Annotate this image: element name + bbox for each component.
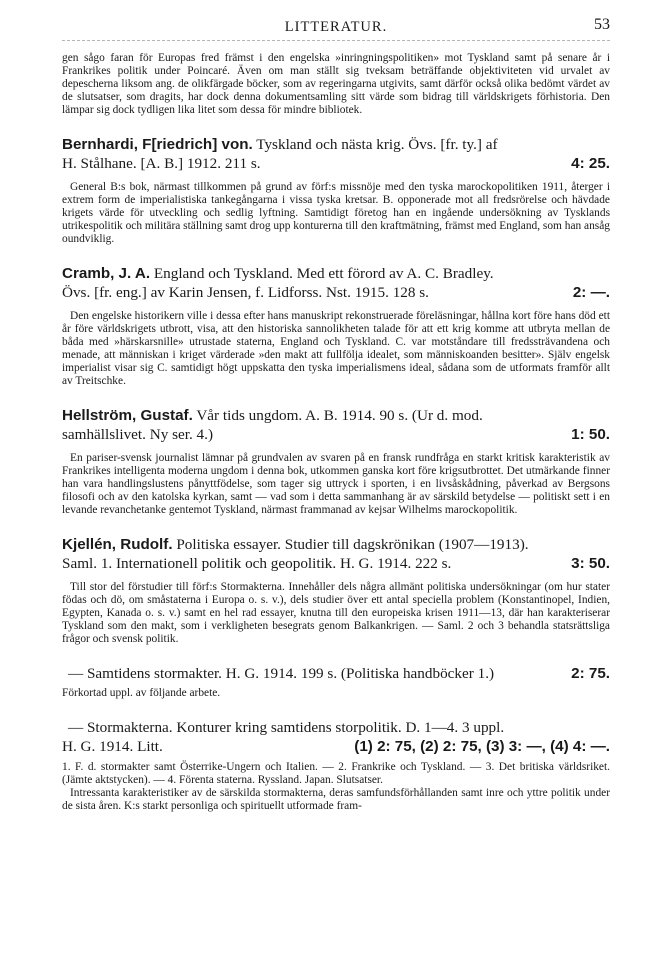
entry-price: 3: 50. bbox=[571, 555, 610, 572]
entry-imprint: samhällslivet. Ny ser. 4.) bbox=[62, 426, 214, 443]
entry-citation bbox=[62, 135, 610, 154]
entry-price: 2: 75. bbox=[571, 665, 610, 682]
entry-author: Kjellén, Rudolf. bbox=[62, 536, 173, 553]
running-header bbox=[62, 14, 610, 41]
entry-imprint-line bbox=[62, 554, 610, 573]
entry-contents: 1. F. d. stormakter samt Österrike-Ungern och Italien. — 2. Frankrike och Tyskland. — 3. Det britiska världsriket. (Jämte aktstycken). — 4. Förenta staterna. Ryssland. Japan. Slutsatser. bbox=[62, 761, 610, 786]
entry-kjellen bbox=[62, 535, 610, 646]
entry-imprint-line bbox=[62, 154, 610, 173]
entry-description: Den engelske historikern ville i dessa efter hans manuskript rekonstruerade föreläsningar, hållna kort före hans död ett år före världskrigets utbrott, visa, att den historiska sannolikheten talade för att ett krig komme att utbryta mellan de båda med »härskarsnille» utrustade staterna, England och Tyskland. C. var motståndare till fredssträvandena och menade, att människan i kriget värderade »den makt att fullfölja idealet, som människoanden besitter». Själv engelsk imperialist visar sig C. samtidigt högt uppskatta den tyska imperialismens ideal, sådana som de utformats framför allt av Treitschke. bbox=[62, 310, 610, 387]
entry-description: General B:s bok, närmast tillkommen på grund av förf:s missnöje med den tyska marockopolitiken 1911, återger i extrem form de imperialistiska tankegångarna i vissa tyska kretsar. B. opponerade mot all fredsrörelse och hävdade krigets värde för utveckling och sedlig lyftning. Samtidigt företog han en ingående undersökning av Tysklands utrikespolitik och militära ställning samt drog upp konturerna till den kraftmätning, främst med England, som han ansåg oundviklig. bbox=[62, 181, 610, 245]
entry-citation bbox=[62, 264, 610, 283]
entry-description: Till stor del förstudier till förf:s Stormakterna. Innehåller dels några allmänt politiska undersökningar (om hur stater födas och dö, om småstaterna i Europa o. s. v.), dels studier över ett antal speciella problem (Konstantinopel, Indien, Egypten, Kanada o. s. v.) samt en hel rad essayer, knutna till den europeiska krisen 1911—13, där han karakteriserar Tyskland som den makt, som i verkligheten besegrats genom Balkankrigen. — Saml. 2 och 3 behandla statsrättsliga frågor och svensk politik. bbox=[62, 581, 610, 645]
entry-volume-prices: (1) 2: 75, (2) 2: 75, (3) 3: —, (4) 4: —. bbox=[354, 738, 610, 755]
entry-stormakterna bbox=[62, 718, 610, 813]
entry-price: 4: 25. bbox=[571, 155, 610, 172]
entry-imprint: H. G. 1914. Litt. bbox=[62, 738, 163, 755]
entry-citation bbox=[62, 535, 610, 554]
entry-price: 2: —. bbox=[572, 284, 610, 301]
entry-citation bbox=[62, 718, 610, 737]
entry-citation bbox=[62, 664, 610, 683]
entry-title-line: — Samtidens stormakter. H. G. 1914. 199 s. (Politiska handböcker 1.) bbox=[68, 665, 495, 682]
entry-hellstrom bbox=[62, 406, 610, 517]
entry-title-line: Politiska essayer. Studier till dagskrönikan (1907—1913). bbox=[176, 536, 529, 553]
page bbox=[62, 14, 610, 813]
page-number: 53 bbox=[594, 16, 610, 33]
entry-imprint: Saml. 1. Internationell politik och geopolitik. H. G. 1914. 222 s. bbox=[62, 555, 452, 572]
entry-imprint-line bbox=[62, 737, 610, 756]
entry-cramb bbox=[62, 264, 610, 388]
entry-title-line: — Stormakterna. Konturer kring samtidens storpolitik. D. 1—4. 3 uppl. bbox=[68, 719, 505, 736]
intro-paragraph: gen sågo faran för Europas fred främst i den engelska »inringningspolitiken» mot Tyskland samt på senare år i Frankrikes politik under Poincaré. Även om man ställt sig tveksam beträffande objektiviteten vid urvalet av depescherna liksom ang. de olikfärgade böcker, som av regeringarna utgivits, samt därför också olika bedömt värdet av de slutsatser, som dragits, har dock denna dokumentsamling sitt värde som bidrag till världskrigets förhistoria. Den lämpar sig dock tydligen lika litet som dessa för mindre bibliotek. bbox=[62, 52, 610, 116]
running-title: LITTERATUR. bbox=[284, 19, 388, 35]
entry-price: 1: 50. bbox=[571, 426, 610, 443]
entry-author: Hellström, Gustaf. bbox=[62, 407, 193, 424]
entry-imprint: H. Stålhane. [A. B.] 1912. 211 s. bbox=[62, 155, 261, 172]
entry-bernhardi bbox=[62, 135, 610, 246]
entry-citation bbox=[62, 406, 610, 425]
entry-author: Bernhardi, F[riedrich] von. bbox=[62, 136, 253, 153]
entry-description: Intressanta karakteristiker av de särskilda stormakterna, deras samfundsförhållanden samt inre och yttre politik under de sista åren. K:s starkt personliga och spirituellt utformade fram- bbox=[62, 787, 610, 812]
entry-author: Cramb, J. A. bbox=[62, 265, 151, 282]
entry-samtidens-stormakter bbox=[62, 664, 610, 700]
entry-imprint-line bbox=[62, 283, 610, 302]
entry-description: En pariser-svensk journalist lämnar på grundvalen av svaren på en fransk rundfråga en starkt kritisk karakteristik av Frankrikes intelligenta moderna ungdom i denna bok, utkommen ganska kort före krigsutbrottet. Det utmärkande finner han vara handlingslustens pånyttfödelse, som tager sig uttryck i sporten, i en livsåskådning, påverkad av Bergsons filosofi och av den katolska kyrkan, samt — vad som i detta sammanhang är av särskild betydelse — politiskt sett i en levande revanchetanke gentemot Tyskland, närmast frammanad av kejsar Wilhelms marockopolitik. bbox=[62, 452, 610, 516]
entry-title-line: Tyskland och nästa krig. Övs. [fr. ty.] af bbox=[256, 136, 498, 153]
entry-imprint: Övs. [fr. eng.] av Karin Jensen, f. Lidforss. Nst. 1915. 128 s. bbox=[62, 284, 429, 301]
entry-title-line: England och Tyskland. Med ett förord av A. C. Bradley. bbox=[153, 265, 494, 282]
entry-imprint-line bbox=[62, 425, 610, 444]
entry-description: Förkortad uppl. av följande arbete. bbox=[62, 687, 221, 699]
entry-title-line: Vår tids ungdom. A. B. 1914. 90 s. (Ur d. mod. bbox=[196, 407, 483, 424]
